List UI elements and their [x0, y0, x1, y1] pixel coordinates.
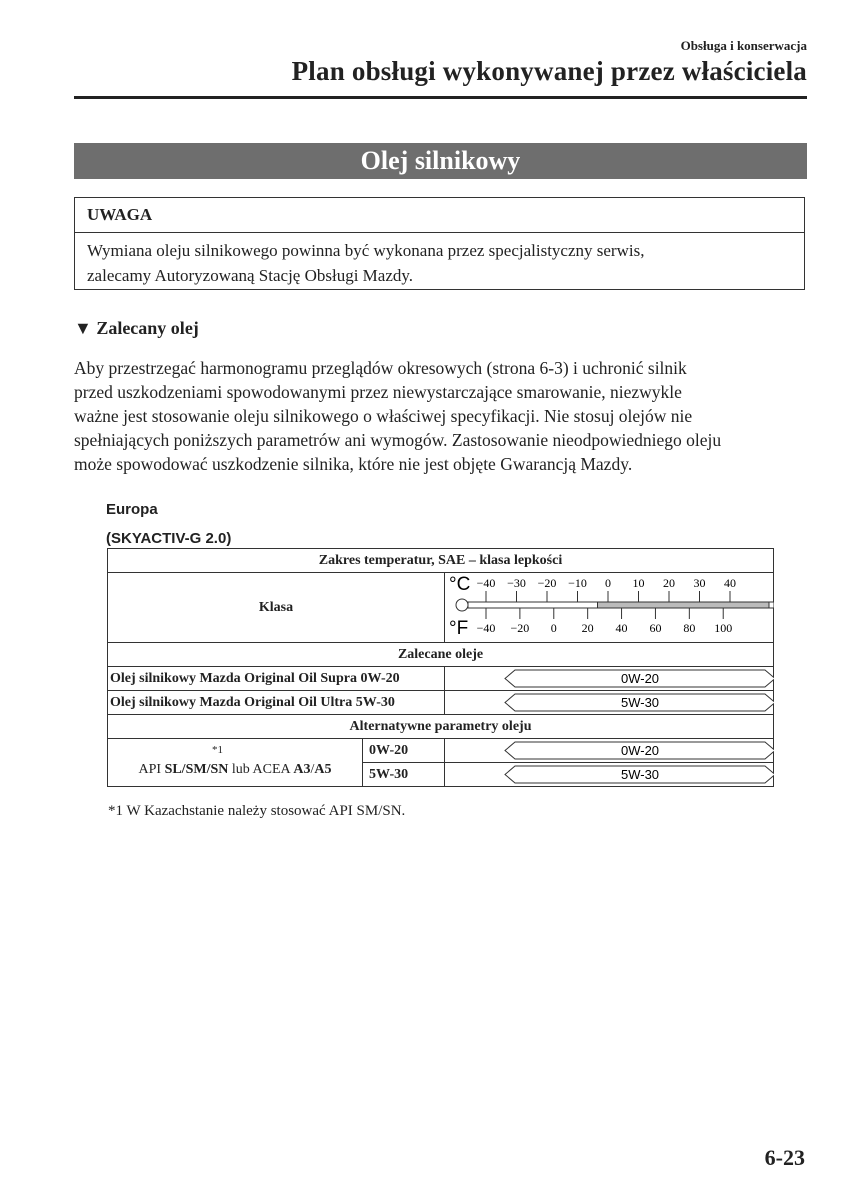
celsius-tick-label: 40	[724, 576, 736, 590]
page-number: 6-23	[764, 1145, 805, 1170]
warning-box	[74, 197, 805, 290]
viscosity-grade: 5W-30	[620, 695, 660, 710]
fahrenheit-tick-label: 60	[649, 621, 662, 635]
viscosity-grade: 0W-20	[620, 671, 660, 686]
footnote: *1 W Kazachstanie należy stosować API SM/SN.	[108, 803, 406, 819]
title-rule	[74, 96, 807, 99]
body-line: ważne jest stosowanie oleju silnikowego o właściwej specyfikacji. Nie stosuj olejów nie	[74, 406, 693, 426]
fahrenheit-tick-label: −40	[476, 621, 496, 635]
celsius-tick-label: 20	[663, 576, 675, 590]
celsius-tick-label: −10	[568, 576, 587, 590]
page-title: Plan obsługi wykonywanej przez właściciela	[291, 56, 807, 86]
oil-table	[107, 548, 774, 787]
table-header: Zakres temperatur, SAE – klasa lepkości	[108, 549, 774, 573]
fahrenheit-tick-label: 80	[683, 621, 696, 635]
warning-line: Wymiana oleju silnikowego powinna być wykonana przez specjalistyczny serwis,	[87, 241, 645, 260]
thermometer-bulb-icon	[456, 599, 468, 611]
body-line: Aby przestrzegać harmonogramu przeglądów okresowych (strona 6-3) i uchronić silnik	[74, 358, 687, 378]
api-spec	[108, 739, 363, 787]
fahrenheit-tick-label: −20	[510, 621, 530, 635]
section-banner: Olej silnikowy	[74, 143, 807, 179]
klasa-label: Klasa	[108, 573, 445, 643]
viscosity-arrow	[445, 667, 774, 690]
warning-line: zalecamy Autoryzowaną Stację Obsługi Mazdy.	[87, 266, 414, 285]
viscosity-grade: 5W-30	[620, 767, 660, 782]
warning-title: UWAGA	[75, 198, 804, 233]
viscosity-grade: 0W-20	[620, 743, 660, 758]
viscosity-arrow	[445, 763, 774, 786]
body-line: przed uszkodzeniami spowodowanymi przez niewystarczające smarowanie, niezwykle	[74, 382, 682, 402]
body-line: spełniających poniższych parametrów ani wymogów. Zastosowanie nieodpowiedniego oleju	[74, 430, 722, 450]
celsius-tick-label: 30	[693, 576, 706, 590]
celsius-tick-label: 10	[632, 576, 645, 590]
recommended-header: Zalecane oleje	[108, 643, 774, 667]
temperature-scale-graphic	[445, 573, 774, 637]
body-line: może spowodować uszkodzenie silnika, które nie jest objęte Gwarancją Mazdy.	[74, 454, 633, 474]
body-paragraph	[74, 356, 814, 476]
recommended-oil-name: Olej silnikowy Mazda Original Oil Ultra 5W-30	[108, 691, 445, 715]
celsius-tick-label: −20	[537, 576, 557, 590]
section-title: Obsługa i konserwacja	[680, 38, 807, 53]
celsius-unit: °C	[449, 574, 471, 595]
fahrenheit-unit: °F	[449, 618, 469, 637]
alternative-header: Alternatywne parametry oleju	[108, 715, 774, 739]
fahrenheit-tick-label: 20	[581, 621, 594, 635]
fahrenheit-tick-label: 100	[714, 621, 733, 635]
celsius-tick-label: −40	[476, 576, 496, 590]
subheading: ▼ Zalecany olej	[74, 318, 199, 338]
viscosity-range	[445, 667, 774, 691]
region-label: Europa	[106, 501, 158, 518]
viscosity-range	[445, 739, 774, 763]
celsius-tick-label: 0	[605, 576, 611, 590]
viscosity-arrow	[445, 691, 774, 714]
footnote-marker: *1	[212, 744, 223, 756]
viscosity-arrow	[445, 739, 774, 762]
alt-grade-label: 0W-20	[363, 739, 445, 763]
celsius-tick-label: −30	[507, 576, 526, 590]
temperature-scale	[445, 573, 774, 643]
warning-body	[75, 233, 804, 293]
fahrenheit-tick-label: 0	[550, 621, 557, 635]
viscosity-range	[445, 763, 774, 787]
engine-label: (SKYACTIV-G 2.0)	[106, 530, 232, 547]
viscosity-range	[445, 691, 774, 715]
alt-grade-label: 5W-30	[363, 763, 445, 787]
fahrenheit-tick-label: 40	[615, 621, 628, 635]
recommended-oil-name: Olej silnikowy Mazda Original Oil Supra 0W-20	[108, 667, 445, 691]
api-spec-text: API SL/SM/SN lub ACEA A3/A5	[138, 761, 332, 777]
temperature-range-fill	[598, 602, 770, 608]
